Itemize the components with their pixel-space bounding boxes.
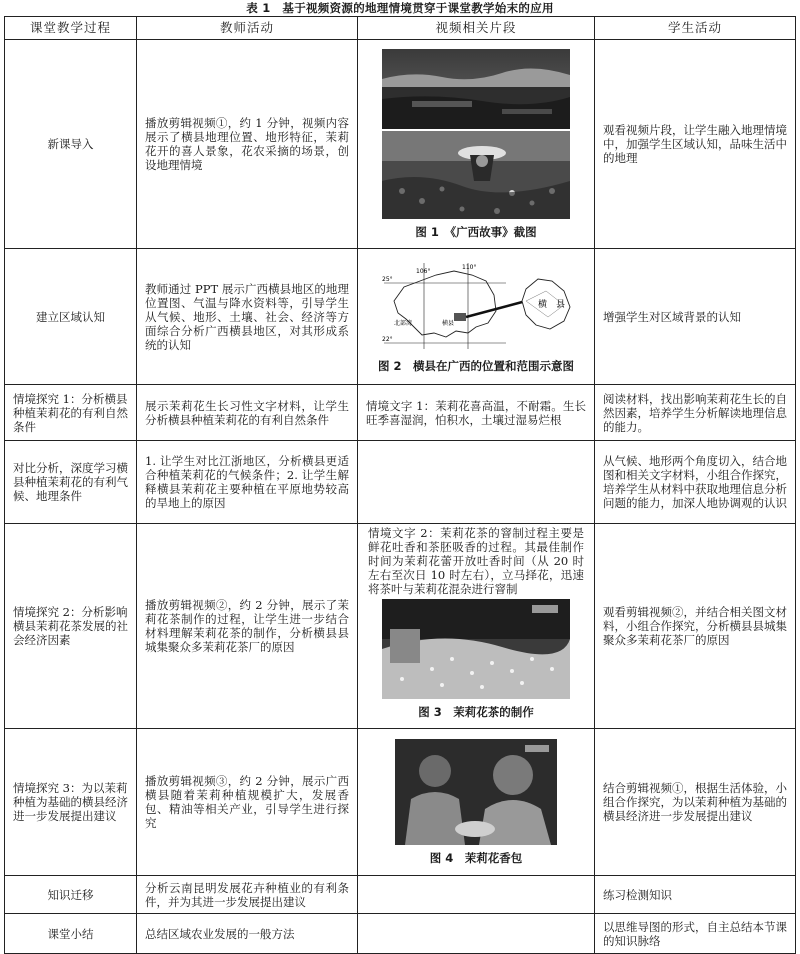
table-caption: 表 1 基于视频资源的地理情境贯穿于课堂教学始末的应用 <box>246 1 554 15</box>
video-situation-text: 情境文字 2：茉莉花茶的窨制过程主要是鲜花吐香和茶胚吸香的过程。其最佳制作时间为茉莉花蕾开放吐香时间（从 20 时左右至次日 10 时左右），立马择花，迅速将茶叶与茉莉花混杂进行窨制 <box>368 526 584 596</box>
table-row <box>5 729 796 876</box>
table-row <box>5 249 796 385</box>
teacher-cell: 播放剪辑视频②，约 2 分钟，展示了茉莉花茶制作的过程，让学生进一步结合材料理解茉莉花茶的制作，分析横县县城集聚众多茉莉花茶厂的原因 <box>137 524 358 729</box>
process-cell: 对比分析，深度学习横县种植茉莉花的有利气候、地理条件 <box>5 441 137 524</box>
process-cell: 知识迁移 <box>5 876 137 914</box>
student-cell: 结合剪辑视频①，根据生活体验，小组合作探究，为以茉莉种植为基础的横县经济进一步发展提出建议 <box>595 729 796 876</box>
teacher-cell: 播放剪辑视频③，约 2 分钟，展示广西横县随着茉莉种植规模扩大，发展香包、精油等相关产业，引导学生进行探究 <box>137 729 358 876</box>
student-cell: 阅读材料，找出影响茉莉花生长的自然因素，培养学生分析解读地理信息的能力。 <box>595 385 796 441</box>
hengxian-marker <box>454 313 466 321</box>
map-label-lat2: 22° <box>382 335 393 343</box>
header-student: 学生活动 <box>595 17 796 40</box>
student-cell: 练习检测知识 <box>595 876 796 914</box>
figure-caption: 图 1 《广西故事》截图 <box>415 225 537 239</box>
video-empty-cell <box>358 914 595 954</box>
video-cell <box>358 524 595 729</box>
map-label-hengxian-large: 横 县 <box>538 299 566 310</box>
map-label-hengxian-small: 横县 <box>442 319 455 327</box>
map-label-gulf: 北部湾 <box>394 319 413 327</box>
video-still-flower-picking <box>382 131 570 219</box>
process-cell: 情境探究 1：分析横县种植茉莉花的有利自然条件 <box>5 385 137 441</box>
video-empty-cell <box>358 876 595 914</box>
video-still-landscape <box>382 49 570 129</box>
figure-caption: 图 2 横县在广西的位置和范围示意图 <box>377 358 574 373</box>
table-row <box>5 914 796 954</box>
map-label-lon1: 106° <box>416 267 431 275</box>
process-cell: 建立区域认知 <box>5 249 137 385</box>
video-still-sachet <box>395 739 557 845</box>
video-still-tea-making <box>382 599 570 699</box>
table-row <box>5 40 796 249</box>
header-row <box>5 17 796 40</box>
video-cell <box>358 40 595 249</box>
teacher-cell: 播放剪辑视频①，约 1 分钟，视频内容展示了横县地理位置、地形特征，茉莉花开的喜人景象，花农采摘的场景，创设地理情境 <box>137 40 358 249</box>
figure-caption: 图 4 茉莉花香包 <box>429 851 523 865</box>
table-row <box>5 876 796 914</box>
table-row <box>5 441 796 524</box>
guangxi-outline <box>394 271 496 337</box>
header-process: 课堂教学过程 <box>5 17 137 40</box>
table-row <box>5 385 796 441</box>
guangxi-location-map <box>376 261 576 353</box>
teacher-cell: 分析云南昆明发展花卉种植业的有利条件，并为其进一步发展提出建议 <box>137 876 358 914</box>
map-label-lon2: 110° <box>462 263 477 271</box>
header-teacher: 教师活动 <box>137 17 358 40</box>
student-cell: 增强学生对区域背景的认知 <box>595 249 796 385</box>
process-cell: 情境探究 3：为以茉莉种植为基础的横县经济进一步发展提出建议 <box>5 729 137 876</box>
lesson-table <box>4 16 796 954</box>
table-row <box>5 524 796 729</box>
student-cell: 观看剪辑视频②，并结合相关图文材料，小组合作探究，分析横县县城集聚众多茉莉花茶厂的原因 <box>595 524 796 729</box>
map-label-lat1: 25° <box>382 275 393 283</box>
video-text-cell: 情境文字 1：茉莉花喜高温，不耐霜。生长旺季喜湿润，怕积水，土壤过湿易烂根 <box>358 385 595 441</box>
teacher-cell: 教师通过 PPT 展示广西横县地区的地理位置图、气温与降水资料等，引导学生从气候、地形、土壤、社会、经济等方面综合分析广西横县地区，对其形成系统的认知 <box>137 249 358 385</box>
teacher-cell: 展示茉莉花生长习性文字材料，让学生分析横县种植茉莉花的有利自然条件 <box>137 385 358 441</box>
video-empty-cell <box>358 441 595 524</box>
figure-caption: 图 3 茉莉花茶的制作 <box>418 705 534 719</box>
zoom-arrow <box>466 301 526 317</box>
header-video: 视频相关片段 <box>358 17 595 40</box>
process-cell: 情境探究 2：分析影响横县茉莉花茶发展的社会经济因素 <box>5 524 137 729</box>
process-cell: 新课导入 <box>5 40 137 249</box>
student-cell: 观看视频片段，让学生融入地理情境中，加强学生区域认知，品味生活中的地理 <box>595 40 796 249</box>
process-cell: 课堂小结 <box>5 914 137 954</box>
teacher-cell: 1. 让学生对比江浙地区，分析横县更适合种植茉莉花的气候条件；2. 让学生解释横县茉莉花主要种植在平原地势较高的旱地上的原因 <box>137 441 358 524</box>
student-cell: 从气候、地形两个角度切入，结合地图和相关文字材料，小组合作探究，培养学生从材料中获取地理信息分析问题的能力，加深人地协调观的认识 <box>595 441 796 524</box>
teacher-cell: 总结区域农业发展的一般方法 <box>137 914 358 954</box>
video-cell <box>358 249 595 385</box>
student-cell: 以思维导图的形式，自主总结本节课的知识脉络 <box>595 914 796 954</box>
video-cell <box>358 729 595 876</box>
